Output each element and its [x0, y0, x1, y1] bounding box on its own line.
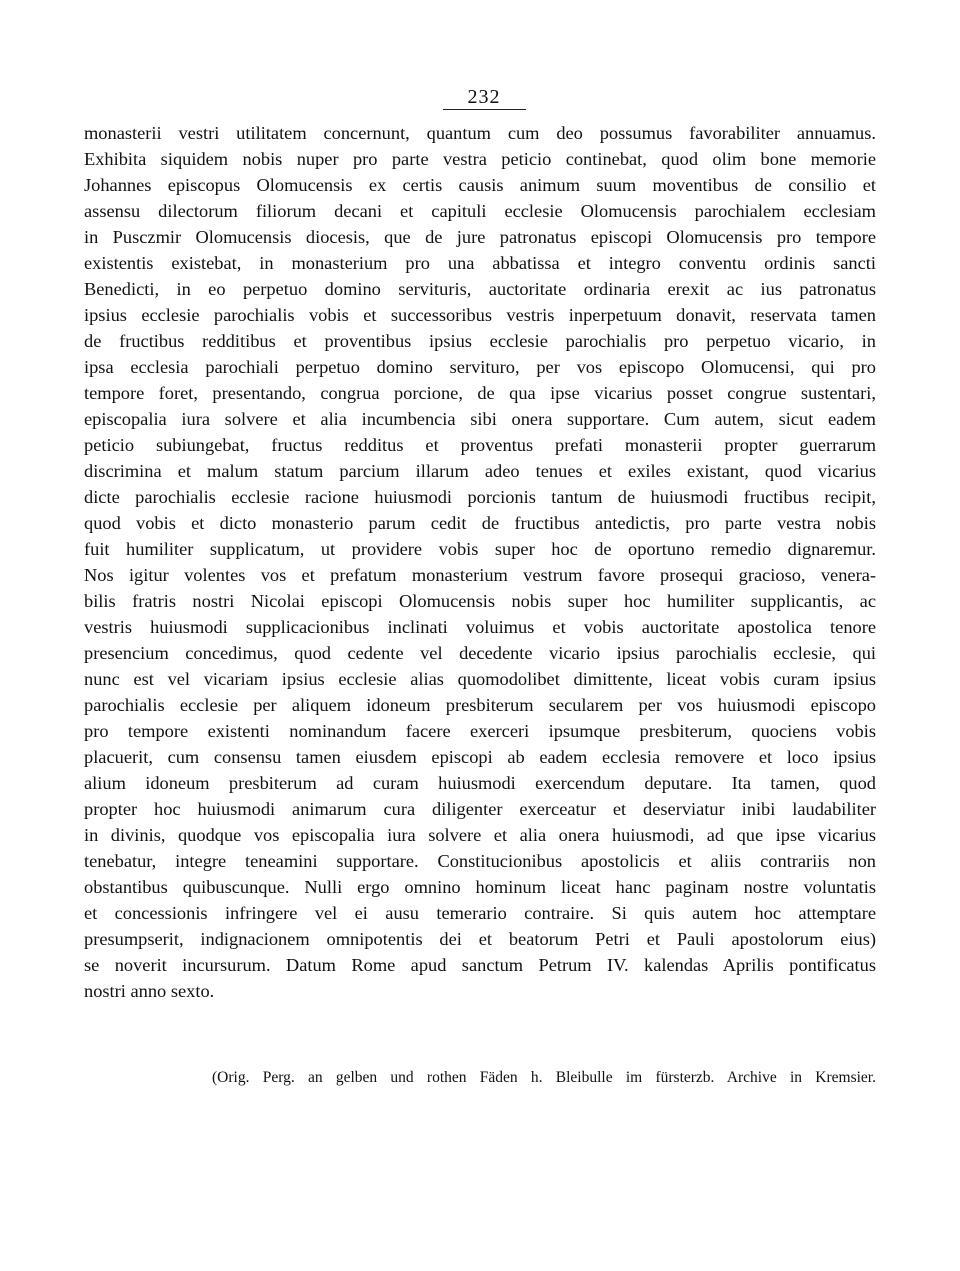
text-line: alium idoneum presbiterum ad curam huiusmodi exercendum deputare. Ita tamen, quod — [84, 773, 876, 793]
text-line: in divinis, quodque vos episcopalia iura solvere et alia onera huiusmodi, ad que ipse vicarius — [84, 825, 876, 845]
text-line: monasterii vestri utilitatem concernunt, quantum cum deo possumus favorabiliter annuamus. — [84, 123, 876, 143]
text-line: quod vobis et dicto monasterio parum cedit de fructibus antedictis, pro parte vestra nobis — [84, 513, 876, 533]
archival-footnote: (Orig. Perg. an gelben und rothen Fäden h. Bleibulle im fürsterzb. Archive in Kremsier. — [212, 1069, 876, 1086]
text-line: ipsius ecclesie parochialis vobis et successoribus vestris inperpetuum donavit, reservata tamen — [84, 305, 876, 325]
text-line: dicte parochialis ecclesie racione huiusmodi porcionis tantum de huiusmodi fructibus recipit, — [84, 487, 876, 507]
text-line: de fructibus redditibus et proventibus ipsius ecclesie parochialis pro perpetuo vicario, in — [84, 331, 876, 351]
text-line: et concessionis infringere vel ei ausu temerario contraire. Si quis autem hoc attemptare — [84, 903, 876, 923]
page-number-rule — [443, 109, 526, 110]
text-line: existentis existebat, in monasterium pro una abbatissa et integro conventu ordinis sancti — [84, 253, 876, 273]
body-text — [84, 120, 876, 1004]
text-line: ipsa ecclesia parochiali perpetuo domino servituro, per vos episcopo Olomucensi, qui pro — [84, 357, 876, 377]
text-line: in Pusczmir Olomucensis diocesis, que de jure patronatus episcopi Olomucensis pro tempore — [84, 227, 876, 247]
text-line: presencium concedimus, quod cedente vel decedente vicario ipsius parochialis ecclesie, qui — [84, 643, 876, 663]
text-line: peticio subiungebat, fructus redditus et proventus prefati monasterii propter guerrarum — [84, 435, 876, 455]
text-line: assensu dilectorum filiorum decani et capituli ecclesie Olomucensis parochialem ecclesiam — [84, 201, 876, 221]
text-line: discrimina et malum statum parcium illarum adeo tenues et exiles existant, quod vicarius — [84, 461, 876, 481]
text-line: Johannes episcopus Olomucensis ex certis causis animum suum moventibus de consilio et — [84, 175, 876, 195]
text-line: Exhibita siquidem nobis nuper pro parte vestra peticio continebat, quod olim bone memorie — [84, 149, 876, 169]
text-line: se noverit incursurum. Datum Rome apud sanctum Petrum IV. kalendas Aprilis pontificatus — [84, 955, 876, 975]
text-line: propter hoc huiusmodi animarum cura diligenter exerceatur et deserviatur inibi laudabiliter — [84, 799, 876, 819]
text-line: episcopalia iura solvere et alia incumbencia sibi onera supportare. Cum autem, sicut eadem — [84, 409, 876, 429]
text-line: Nos igitur volentes vos et prefatum monasterium vestrum favore prosequi gracioso, venera- — [84, 565, 876, 585]
text-line: Benedicti, in eo perpetuo domino servituris, auctoritate ordinaria erexit ac ius patronatus — [84, 279, 876, 299]
text-line: pro tempore existenti nominandum facere exerceri ipsumque presbiterum, quociens vobis — [84, 721, 876, 741]
text-line: tempore foret, presentando, congrua porcione, de qua ipse vicarius posset congrue sustentari, — [84, 383, 876, 403]
text-line: fuit humiliter supplicatum, ut providere vobis super hoc de oportuno remedio dignaremur. — [84, 539, 876, 559]
text-line: presumpserit, indignacionem omnipotentis dei et beatorum Petri et Pauli apostolorum eius) — [84, 929, 876, 949]
text-line: placuerit, cum consensu tamen eiusdem episcopi ab eadem ecclesia removere et loco ipsius — [84, 747, 876, 767]
text-line: bilis fratris nostri Nicolai episcopi Olomucensis nobis super hoc humiliter supplicantis, ac — [84, 591, 876, 611]
text-line: obstantibus quibuscunque. Nulli ergo omnino hominum liceat hanc paginam nostre voluntatis — [84, 877, 876, 897]
text-line: vestris huiusmodi supplicacionibus inclinati voluimus et vobis auctoritate apostolica tenore — [84, 617, 876, 637]
text-line: tenebatur, integre teneamini supportare. Constitucionibus apostolicis et aliis contrariis non — [84, 851, 876, 871]
text-line: parochialis ecclesie per aliquem idoneum presbiterum secularem per vos huiusmodi episcopo — [84, 695, 876, 715]
page-number: 232 — [467, 86, 501, 108]
text-line: nunc est vel vicariam ipsius ecclesie alias quomodolibet dimittente, liceat vobis curam ipsius — [84, 669, 876, 689]
text-line-last: nostri anno sexto. — [84, 981, 215, 1001]
